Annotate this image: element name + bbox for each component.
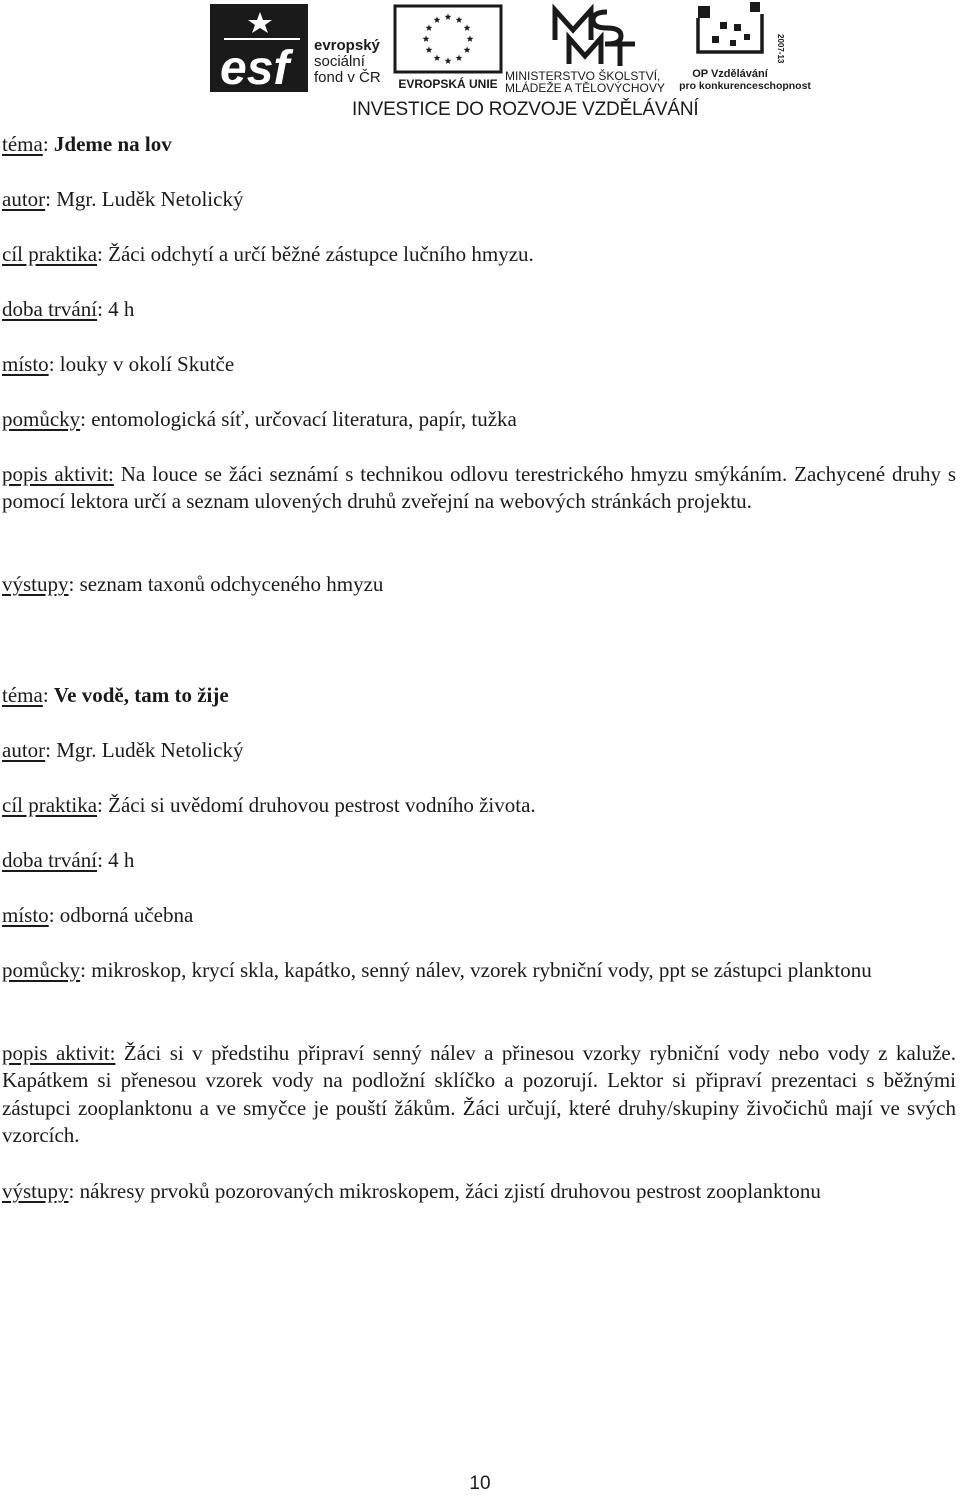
svg-text:esf: esf (220, 42, 290, 95)
op-logo-line-2: pro konkurenceschopnost (679, 80, 811, 92)
eu-star-icon (456, 54, 463, 61)
esf-logo-icon (210, 4, 390, 95)
op-vzdelavani-logo-icon (679, 4, 811, 92)
section-2-popis (2, 1040, 956, 1149)
section-1-pomucky (2, 406, 517, 433)
msmt-logo-line-2: MLÁDEŽE A TĚLOVÝCHOVY (505, 81, 665, 95)
autor-label: autor (2, 738, 46, 762)
section-1-vystupy-value: : seznam taxonů odchyceného hmyzu (68, 572, 384, 596)
cil-label: cíl praktika (2, 793, 98, 817)
section-2-vystupy-value: : nákresy prvoků pozorovaných mikroskopem, žáci zjistí druhovou pestrost zooplanktonu (68, 1179, 821, 1203)
header-caption: INVESTICE DO ROZVOJE VZDĚLÁVÁNÍ (352, 99, 699, 120)
section-1-autor-value: : Mgr. Luděk Netolický (45, 187, 244, 211)
section-2-vystupy (2, 1178, 821, 1205)
eu-star-icon (426, 46, 433, 53)
section-2-misto-value: : odborná učebna (48, 903, 194, 927)
section-1-vystupy (2, 571, 383, 598)
eu-star-icon (445, 57, 452, 64)
section-1-autor (2, 186, 243, 213)
esf-logo-line-1: evropský (314, 37, 380, 54)
section-1-misto (2, 351, 234, 378)
autor-label: autor (2, 187, 46, 211)
eu-star-icon (423, 35, 430, 42)
misto-label: místo (2, 903, 49, 927)
misto-label: místo (2, 352, 49, 376)
doba-label: doba trvání (2, 297, 98, 321)
section-2-pomucky-value: : mikroskop, krycí skla, kapátko, senný nálev, vzorek rybniční vody, ppt se zástupci planktonu (80, 958, 872, 982)
doba-label: doba trvání (2, 848, 98, 872)
section-2-cil (2, 792, 536, 819)
header-logos (205, 0, 825, 122)
popis-label: popis aktivit: (2, 1041, 116, 1065)
msmt-logo-icon (505, 4, 690, 95)
section-1-popis (2, 461, 956, 516)
section-1-pomucky-value: : entomologická síť, určovací literatura, papír, tužka (80, 407, 517, 431)
op-logo-years: 2007-13 (776, 34, 785, 64)
eu-star-icon (464, 46, 471, 53)
section-1-misto-value: : louky v okolí Skutče (48, 352, 235, 376)
eu-star-icon (426, 24, 433, 31)
tema-label: téma (2, 683, 43, 707)
section-2-autor (2, 737, 243, 764)
section-1-cil-value: : Žáci odchytí a určí běžné zástupce lučního hmyzu. (97, 242, 534, 266)
eu-logo-label: EVROPSKÁ UNIE (398, 77, 498, 91)
section-1-doba (2, 296, 134, 323)
tema-label: téma (2, 132, 43, 156)
section-2-misto (2, 902, 193, 929)
section-1-title: Jdeme na lov (53, 132, 172, 156)
section-2-title: Ve vodě, tam to žije (53, 683, 229, 707)
section-2-tema: téma: Ve vodě, tam to žije (2, 683, 229, 707)
eu-star-icon (434, 16, 441, 23)
popis-label: popis aktivit: (2, 462, 114, 486)
eu-star-icon (445, 13, 452, 20)
section-1-doba-value: : 4 h (97, 297, 135, 321)
esf-logo-line-2: sociální (314, 53, 365, 70)
section-1-popis-value: Na louce se žáci seznámí s technikou odlovu terestrického hmyzu smýkáním. Zachycené druhy s pomocí lektora určí a seznam ulovených druhů zveřejní na webových stránkách projektu. (2, 462, 957, 514)
vystupy-label: výstupy (2, 572, 69, 596)
eu-star-icon (464, 24, 471, 31)
cil-label: cíl praktika (2, 242, 98, 266)
section-2-popis-value: Žáci si v předstihu připraví senný nálev a přinesou vzorky rybniční vody nebo vody z kaluže. Kapátkem si přenesou vzorek vody na podložní sklíčko a pozorují. Lektor si připraví prezentaci s běžnými zástupci zooplanktonu a ve smyčce je pouští žákům. Žáci určují, které druhy/skupiny živočichů mají ve svých vzorcích. (2, 1041, 956, 1147)
section-1-cil (2, 241, 534, 268)
section-2-doba (2, 847, 134, 874)
vystupy-label: výstupy (2, 1179, 69, 1203)
page-number: 10 (469, 1473, 491, 1494)
section-2-pomucky (2, 957, 956, 984)
pomucky-label: pomůcky (2, 407, 81, 431)
section-2-cil-value: : Žáci si uvědomí druhovou pestrost vodního života. (97, 793, 536, 817)
section-1-tema: téma: Jdeme na lov (2, 132, 172, 156)
section-2-autor-value: : Mgr. Luděk Netolický (45, 738, 244, 762)
pomucky-label: pomůcky (2, 958, 81, 982)
eu-flag-icon (393, 4, 511, 92)
op-logo-line-1: OP Vzdělávání (692, 68, 768, 80)
esf-logo-line-3: fond v ČR (314, 69, 381, 86)
section-2-doba-value: : 4 h (97, 848, 135, 872)
eu-star-icon (434, 54, 441, 61)
eu-star-icon (456, 16, 463, 23)
msmt-logo-line-1: MINISTERSTVO ŠKOLSTVÍ, (505, 69, 661, 83)
eu-star-icon (467, 35, 474, 42)
